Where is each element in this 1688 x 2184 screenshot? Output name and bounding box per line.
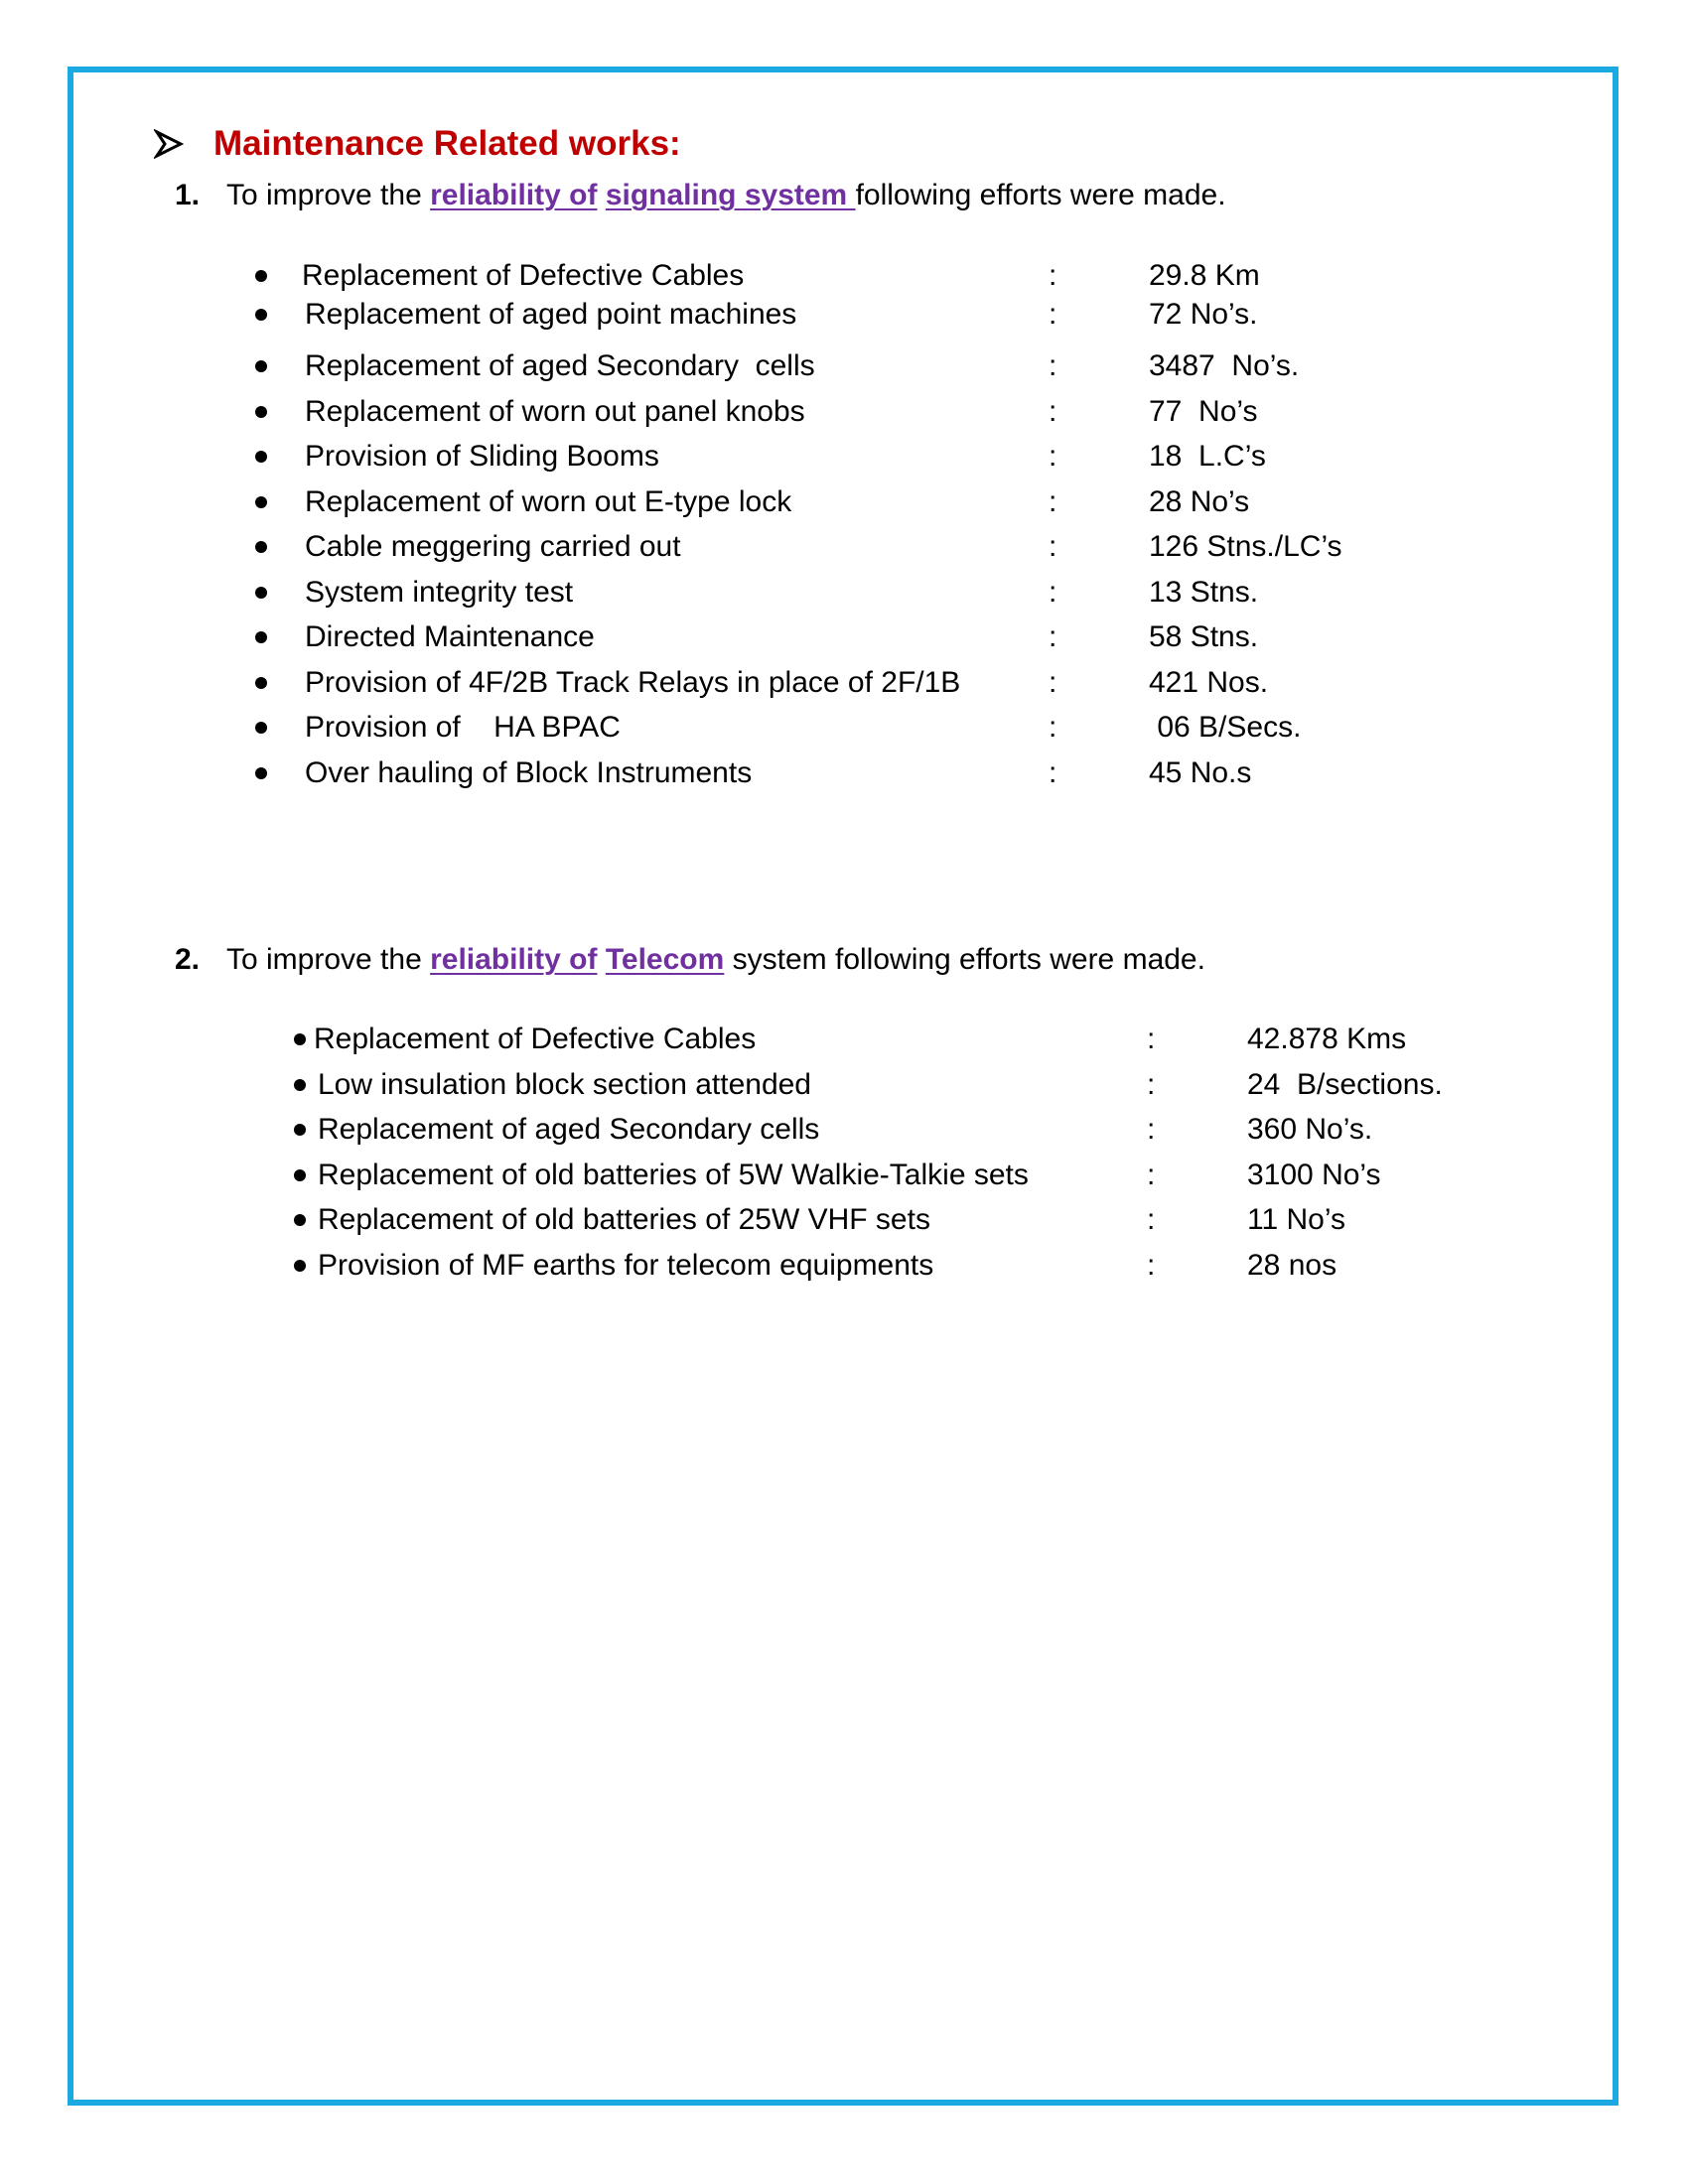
bullet-icon (255, 541, 267, 553)
item-colon: : (1049, 484, 1057, 518)
section-1-intro (175, 179, 1226, 212)
reliability-link[interactable]: reliability of (430, 179, 598, 211)
item-value: 28 No’s (1149, 484, 1250, 518)
item-label: Replacement of old batteries of 25W VHF sets (318, 1203, 930, 1236)
list-item (0, 346, 1688, 386)
item-value: 13 Stns. (1149, 575, 1259, 609)
item-value: 42.878 Kms (1247, 1023, 1407, 1055)
bullet-icon (255, 677, 267, 689)
item-value: 3487 No’s. (1149, 349, 1300, 382)
item-value: 24 B/sections. (1247, 1067, 1443, 1101)
list-item (0, 392, 1688, 432)
item-value: 28 nos (1247, 1248, 1337, 1282)
telecom-link[interactable]: Telecom (605, 943, 725, 976)
item-value: 77 No’s (1149, 394, 1258, 428)
bullet-icon (255, 631, 267, 643)
item-label: Provision of Sliding Booms (305, 440, 659, 473)
bullet-icon (255, 722, 267, 734)
list-item (0, 437, 1688, 477)
list-item (0, 1156, 1688, 1195)
bullet-icon (255, 451, 267, 463)
item-colon: : (1049, 575, 1057, 609)
item-label: Cable meggering carried out (305, 530, 681, 563)
list-item (0, 753, 1688, 793)
bullet-icon (294, 1260, 306, 1272)
item-label: Replacement of aged point machines (305, 297, 797, 331)
item-value: 06 B/Secs. (1149, 711, 1302, 744)
bullet-icon (294, 1033, 306, 1045)
item-colon: : (1147, 1158, 1156, 1191)
bullet-icon (294, 1169, 306, 1181)
section-2-prefix: To improve the (226, 943, 431, 976)
section-2-intro (175, 943, 1205, 977)
item-value: 360 No’s. (1247, 1113, 1373, 1146)
bullet-icon (294, 1214, 306, 1226)
item-colon: : (1147, 1203, 1156, 1236)
bullet-icon (255, 270, 267, 282)
list-item (0, 527, 1688, 567)
item-colon: : (1147, 1113, 1156, 1146)
item-label: Replacement of aged Secondary cells (305, 349, 815, 382)
item-colon: : (1147, 1248, 1156, 1282)
item-value: 421 Nos. (1149, 665, 1269, 699)
item-colon: : (1147, 1023, 1156, 1055)
section-1-number: 1. (175, 179, 201, 211)
section-heading (154, 121, 681, 167)
item-value: 72 No’s. (1149, 297, 1258, 331)
list-item (0, 295, 1688, 335)
list-item (0, 1200, 1688, 1240)
list-item (0, 708, 1688, 748)
item-label: System integrity test (305, 575, 574, 609)
arrow-bullet-icon (154, 129, 184, 159)
item-colon: : (1049, 530, 1057, 563)
signaling-system-link[interactable]: signaling system (605, 179, 856, 211)
bullet-icon (255, 406, 267, 418)
item-label: Provision of 4F/2B Track Relays in place of 2F/1B (305, 665, 961, 699)
bullet-icon (255, 587, 267, 599)
item-label: Replacement of aged Secondary cells (318, 1113, 820, 1146)
item-value: 3100 No’s (1247, 1158, 1381, 1191)
list-item (0, 482, 1688, 522)
list-item (0, 663, 1688, 703)
item-label: Replacement of Defective Cables (314, 1023, 757, 1055)
item-colon: : (1049, 620, 1057, 653)
list-item (0, 617, 1688, 657)
bullet-icon (294, 1079, 306, 1091)
section-1-space (597, 179, 605, 212)
list-item (0, 256, 1688, 296)
item-value: 45 No.s (1149, 755, 1252, 789)
item-label: Provision of HA BPAC (305, 711, 621, 744)
item-value: 126 Stns./LC’s (1149, 530, 1342, 563)
bullet-icon (255, 360, 267, 372)
item-value: 18 L.C’s (1149, 440, 1266, 473)
item-label: Directed Maintenance (305, 620, 595, 653)
item-colon: : (1049, 755, 1057, 789)
section-1-prefix: To improve the (226, 179, 431, 211)
bullet-icon (255, 309, 267, 321)
bullet-icon (294, 1124, 306, 1136)
item-colon: : (1049, 711, 1057, 744)
item-colon: : (1049, 297, 1057, 331)
item-colon: : (1147, 1067, 1156, 1101)
list-item (0, 1246, 1688, 1286)
item-colon: : (1049, 259, 1057, 292)
item-colon: : (1049, 440, 1057, 473)
item-label: Low insulation block section attended (318, 1067, 811, 1101)
section-1-suffix: following efforts were made. (855, 179, 1226, 211)
section-2-space (597, 943, 605, 977)
heading-title: Maintenance Related works: (213, 124, 681, 163)
item-colon: : (1049, 665, 1057, 699)
bullet-icon (255, 767, 267, 779)
reliability-link[interactable]: reliability of (430, 943, 598, 976)
item-value: 11 No’s (1247, 1203, 1345, 1236)
item-value: 29.8 Km (1149, 259, 1260, 292)
item-label: Provision of MF earths for telecom equipments (318, 1248, 934, 1282)
item-label: Replacement of worn out E-type lock (305, 484, 792, 518)
item-label: Replacement of Defective Cables (302, 259, 745, 292)
list-item (0, 1020, 1688, 1059)
item-label: Replacement of worn out panel knobs (305, 394, 805, 428)
item-label: Replacement of old batteries of 5W Walkie-Talkie sets (318, 1158, 1029, 1191)
list-item (0, 573, 1688, 613)
item-label: Over hauling of Block Instruments (305, 755, 753, 789)
list-item (0, 1110, 1688, 1150)
item-value: 58 Stns. (1149, 620, 1259, 653)
section-2-suffix: system following efforts were made. (724, 943, 1205, 976)
section-2-number: 2. (175, 943, 201, 976)
item-colon: : (1049, 349, 1057, 382)
item-colon: : (1049, 394, 1057, 428)
bullet-icon (255, 496, 267, 508)
list-item (0, 1065, 1688, 1105)
